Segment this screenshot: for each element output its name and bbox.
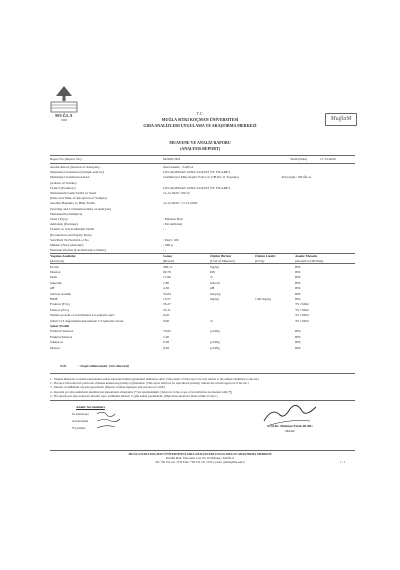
divider xyxy=(50,163,355,164)
table-row-cell: % xyxy=(210,318,213,323)
table-row-cell: 0,26 xyxy=(163,345,170,350)
sample-info-value: : - xyxy=(163,248,167,253)
sample-info-value: : 369 g xyxy=(163,243,173,247)
table-row-cell: pH xyxy=(210,286,215,291)
table-row-cell: 13,57 xyxy=(163,297,171,301)
table-row-cell: IHC xyxy=(295,270,302,274)
table-row-cell: IHC xyxy=(295,280,302,285)
sample-info-value: : Parti: 106 xyxy=(163,237,179,242)
center-name: GIDA ANALİZLERİ UYGULAMA VE ARAŞTIRMA MERKEZİ xyxy=(143,123,257,128)
signer-checked: A.Karaman xyxy=(72,419,89,423)
footer-line-3: Tel: +90 252 211 1532 Faks: +90 252 211 1533 e-posta: gidam@mu.edu.tr xyxy=(155,460,245,464)
note-item: 1 - Yapılan muayene ve analiz sonuçlarının sadece laboratuvarımıza gönderilen numuneye aittir. (The results of this report are only related to the sample submitted to the lab.) xyxy=(50,377,260,381)
table-row-cell: Şekerlik xyxy=(50,280,62,285)
table-row-cell: Nektar protein ve bal bitkisel C4 şekerler Ayrı xyxy=(50,313,115,318)
table-row-cell: Diastaz xyxy=(50,270,61,274)
sample-info-label: Numuneyi Gönderen (Sample sent by) xyxy=(50,170,105,175)
table-row-cell: 0,20 xyxy=(163,313,170,318)
table-row-cell: Nem xyxy=(50,275,57,280)
sample-info-value: ÇELAKIMSAN GIDA SANAYİ VE TİCARET xyxy=(163,170,231,175)
sample-info-label: Ambalajı (Package) xyxy=(50,222,78,227)
table-row-cell: 35,27 xyxy=(163,302,171,307)
signatures-title: Analiz Sorumluları xyxy=(76,405,105,409)
sample-info-label: Analize Başlama ve Bitiş Tarihi xyxy=(50,201,95,206)
table-row-cell: 60,78 xyxy=(163,270,171,274)
sample-info-extra: Köyceğiz / MUĞLA xyxy=(282,175,311,180)
table-row-cell: Sakkaroz xyxy=(50,340,64,345)
table-row-cell: Fruktoz/Glukoz xyxy=(50,334,73,339)
table-row-cell: IHC xyxy=(295,340,302,345)
table-row-cell: 70,82 xyxy=(163,329,171,334)
report-date-label: Tarih (Date) xyxy=(290,157,308,161)
table-row-cell: Prolin xyxy=(50,264,59,269)
center-logo xyxy=(325,113,357,126)
initials-signature-icon xyxy=(95,408,145,432)
results-header-cell: Ölçüm Limiti xyxy=(255,254,276,258)
results-subheader-cell: (LOQ) xyxy=(255,258,265,263)
table-row-cell: 1,80 xyxy=(163,280,170,285)
footer-line-2: Kötekli Mah. Üniversite Cad. No:16 Menteşe / MUĞLA xyxy=(165,456,235,460)
table-row-cell: IHC xyxy=(295,264,302,269)
table-row-cell: TS 13262 xyxy=(295,313,309,318)
table-row-cell: IHC xyxy=(295,334,302,339)
sample-info-label: Numunenin (Sample's) xyxy=(50,211,83,216)
table-row-cell: 35,11 xyxy=(163,307,171,312)
table-row-cell: % xyxy=(210,275,213,280)
table-row-cell: TS 13262 xyxy=(295,318,309,323)
table-row-cell: mS/cm xyxy=(210,280,220,285)
table-row-cell: meq/kg xyxy=(210,291,221,296)
note-item: 4 - Raporda yer alan analizlerin akreditasyon kapsamında olmayanlar (*) ile işaretlenmiştir. (Tests not in the scope of accreditation are marked with (*)) xyxy=(50,389,233,394)
sample-info-label: Miktarı (Net) (Amount) xyxy=(50,243,84,247)
table-row-cell: 390,11 xyxy=(163,264,173,269)
signer-prepared: N.Anbaraşa xyxy=(72,412,89,416)
results-subheader-cell: (Result) xyxy=(163,258,175,263)
divider xyxy=(50,400,355,401)
table-row-cell: HMF xyxy=(50,297,58,301)
table-row-cell: g/100g xyxy=(210,345,220,350)
table-row-cell: IHC xyxy=(295,329,302,334)
footer-line-1: MUĞLA SITKI KOÇMAN ÜNİVERSİTESİ GIDA ANALİZLERİ UYGULAMA VE ARAŞTIRMA MERKEZİ xyxy=(128,452,272,456)
table-row-cell: g/100g xyxy=(210,329,220,334)
sample-info-label: Numune Ölçüsü (Lab Reference Name) xyxy=(50,248,106,253)
table-row-cell: 17,80 xyxy=(163,275,171,280)
sample-info-label: (Adress of Sender) xyxy=(50,180,77,185)
table-row-cell: 1,00 xyxy=(163,334,170,339)
table-row-cell: g/100g xyxy=(210,340,220,345)
divider xyxy=(50,373,355,374)
page-number: 1 / 1 xyxy=(340,460,346,464)
table-row-cell: Fruktoz+Glukoz xyxy=(50,329,74,334)
sample-info-label: Analiz Amacı (Reason of Analysis) xyxy=(50,165,100,169)
table-row-cell: IHC xyxy=(295,291,302,296)
logo-right-text: MuğlaM xyxy=(330,116,352,122)
table-row-cell: 0,00 xyxy=(163,318,170,323)
sample-info-value: ÇELAKIMSAN GIDA SANAYİ VE TİCARET xyxy=(163,185,231,190)
results-header-cell: Sonuç xyxy=(163,254,173,258)
table-row-cell: IHC xyxy=(295,286,302,291)
report-number-value: M20201303 xyxy=(163,157,181,161)
sample-info-label: (Date and Time of Reception of Sample) xyxy=(50,196,107,201)
note-item: 2 - Bu rapor laboratuvarın yazılı izni olmadan kısmen kopyalanıp çoğaltılamaz. (This report shall not be reproduced partially without the written approval of the lab.) xyxy=(50,381,249,386)
sample-info-value: : Pekmez Balı xyxy=(163,217,183,221)
table-row-cell: mg/kg xyxy=(210,297,219,301)
sample-info-label: Numuneyi Gönderen Adresi xyxy=(50,175,90,180)
sample-info-label: Numunenin Geliş Tarihi ve Saati xyxy=(50,191,96,195)
note-item: 5 - Bu raporda yer alan sonuçlara itirazlar rapor tarihinden itibaren 15 gün içinde yapılmalıdır. (Objections should be made within 15 days.) xyxy=(50,393,218,398)
table-row-cell: Fruktoz (F/G) xyxy=(50,302,70,307)
report-title-en: (ANALYSIS REPORT) xyxy=(179,145,221,151)
sample-info-label: Üretici (Producer) xyxy=(50,185,76,190)
signer-approved: Y.Çalmaz xyxy=(72,426,86,430)
sample-info-value: Özel Analiz - SAYGI xyxy=(163,165,193,169)
table-row-cell: 1,00 mg/kg xyxy=(255,297,271,301)
divider xyxy=(50,155,355,156)
results-subheader-cell: (Unit of Measure) xyxy=(210,258,236,263)
table-row-cell: IHC xyxy=(295,297,302,301)
sample-info-label: Cinsi (Type) xyxy=(50,217,68,221)
table-row-cell: 0,36 xyxy=(163,340,170,345)
table-row-cell: Sıkılı C13 değerinden hesaplanan C4 Şekerler Oranı xyxy=(50,318,124,323)
table-row-cell: mg/kg xyxy=(210,264,219,269)
table-row xyxy=(50,346,355,352)
university-seal-icon xyxy=(46,84,82,129)
table-row-cell: pH xyxy=(50,286,55,291)
sample-info-value: : Pet Ambalaj xyxy=(163,222,183,227)
table-row-cell: Serbest Asitlik xyxy=(50,291,71,296)
sample-info-label: (Starting and Completion Date of Analysis) xyxy=(50,206,111,211)
sample-info-value: : - xyxy=(163,227,167,232)
results-header-cell: Yapılan Analizler xyxy=(50,254,76,258)
republic-label: T.C. xyxy=(196,111,204,116)
university-logo xyxy=(46,84,82,129)
note-item: 3 - İmzasız ve mühürsüz raporlar geçersizdir. (Reports without signature and seal are not valid.) xyxy=(50,385,165,390)
nb-value: : Tespit edilmemiştir. (Not detected) xyxy=(78,364,129,368)
logo-left-year: 1992 xyxy=(61,117,67,122)
results-header-cell: Analiz Metodu xyxy=(295,254,318,258)
table-row-cell: Şeker Profili xyxy=(50,324,69,328)
divider xyxy=(50,450,355,451)
sample-info-value: Cumhuriyet Mah.Zeytin Yolu Cd.17B.No:11 Toprakçı xyxy=(163,175,239,180)
nb-label: N.B. xyxy=(60,364,67,368)
report-date-value: 17.12.2020 xyxy=(320,157,336,161)
table-row-cell: IHC xyxy=(295,275,302,280)
table-row-cell: TS 13262 xyxy=(295,307,309,312)
director-title: Müdür xyxy=(285,429,295,433)
logo-left-text: MUĞLA xyxy=(55,113,73,118)
sample-info-label: Üretim ve Son Kullanma Tarihi xyxy=(50,227,95,232)
director-name: Prof.Dr. Mehmet Emin DURU xyxy=(267,424,313,428)
report-title: MUAYENE VE ANALİZ RAPORU xyxy=(169,140,231,145)
table-row-cell: Maltoz xyxy=(50,345,60,350)
table-row-cell: TS 13262 xyxy=(295,302,309,307)
table-row-cell: Glukoz (F/G) xyxy=(50,307,69,312)
sample-info-label: (Production and Expiry Date) xyxy=(50,232,92,237)
results-subheader-cell: (Analysis) xyxy=(50,258,65,263)
sample-info-label: Seri/Parti No/Seridi-Lot No xyxy=(50,237,89,242)
results-subheader-cell: (Analytical Method) xyxy=(295,258,324,263)
table-row-cell: 4,50 xyxy=(163,286,170,291)
table-row-cell: DN xyxy=(210,270,216,274)
university-name: MUĞLA SITKI KOÇMAN ÜNİVERSİTESİ xyxy=(161,117,239,122)
table-row-cell: 35,84 xyxy=(163,291,171,296)
sample-info-value: 14.12.2020 / 09:10 xyxy=(163,191,190,195)
table-row-cell: IHC xyxy=(295,345,302,350)
report-number-label: Rapor No (Report No) xyxy=(50,157,82,161)
sample-info-value: 14.12.2020 / 17.12.2020 xyxy=(163,201,198,206)
results-header-cell: Ölçüm Birimi xyxy=(210,254,231,258)
